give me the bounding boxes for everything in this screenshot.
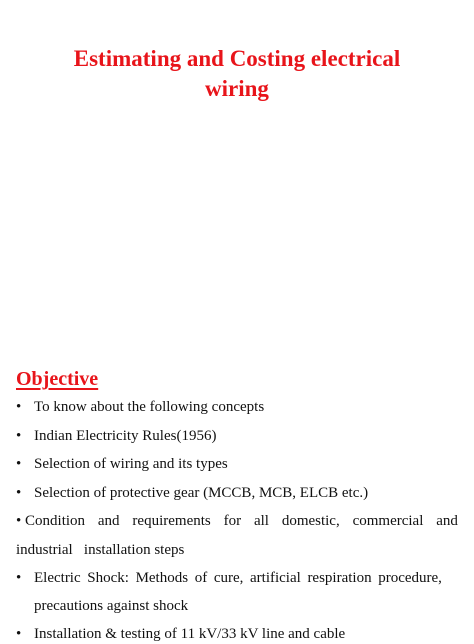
list-item-condition [16,511,458,531]
bullet: • [16,399,22,415]
bullet: • [16,456,22,472]
list-item-text: Selection of protective gear (MCCB, MCB, ELCB etc.) [34,485,369,501]
shock-word: procedure, [378,570,442,586]
shock-word: artificial [250,570,301,586]
shock-word: Shock: [87,570,129,586]
list-item-text: Installation & testing of 11 kV/33 kV line and cable [34,626,346,642]
list-item-partial [16,624,458,644]
condition-word: • Condition [16,513,86,529]
shock-word: Methods [135,570,189,586]
title-line-2: wiring [205,76,269,101]
list-item-shock [16,568,442,588]
objective-heading: Objective [16,368,99,390]
list-item-shock-continuation: precautions against shock [34,598,189,614]
bullet: • [16,428,22,444]
shock-word: of [194,570,208,586]
shock-word: • Electric [16,570,81,586]
condition-word: for [223,513,242,529]
slide-title [0,44,474,104]
bullet: • [16,485,22,501]
condition-word: and [97,513,120,529]
bullet: • [16,513,22,529]
condition-word: all [253,513,269,529]
bullet: • [16,626,22,642]
list-item [16,426,458,446]
title-line-1: Estimating and Costing electrical [73,46,401,71]
list-item [16,483,458,503]
list-item-text: Selection of wiring and its types [34,456,228,472]
condition-word: requirements [132,513,211,529]
list-item [16,397,458,417]
list-item [16,454,458,474]
condition-word: commercial [352,513,424,529]
list-item-text: To know about the following concepts [34,399,265,415]
bullet: • [16,570,22,586]
condition-word: and [436,513,458,529]
shock-word: cure, [213,570,244,586]
condition-word: domestic, [281,513,340,529]
list-item-text: Indian Electricity Rules(1956) [34,428,217,444]
shock-word: respiration [307,570,372,586]
list-item-condition-continuation: industrial installation steps [16,542,185,558]
